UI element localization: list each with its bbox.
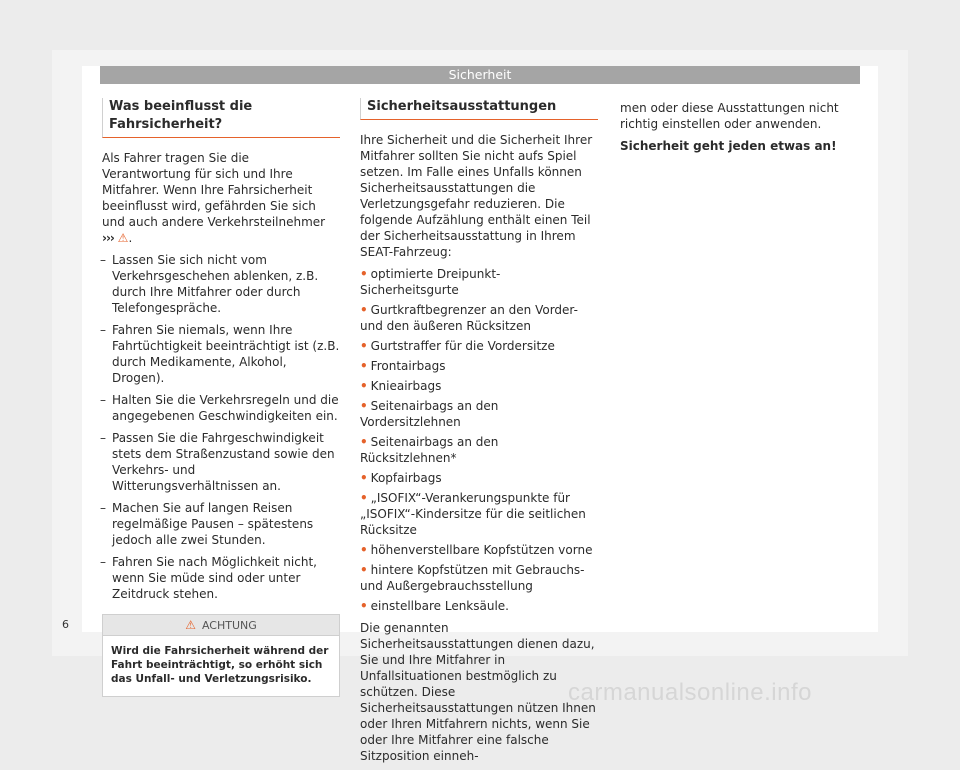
chapter-header: Sicherheit [100, 66, 860, 84]
column-middle [360, 98, 598, 770]
warning-icon: ⚠ [117, 231, 129, 245]
bullet-icon: • [360, 267, 368, 281]
list-item: • Seitenairbags an den Rücksitzlehnen* [360, 435, 499, 465]
equipment-list [360, 266, 598, 614]
column-right [620, 100, 856, 160]
bullet-icon: • [360, 359, 368, 373]
list-item: – Fahren Sie nach Möglichkeit nicht, wenn Sie müde sind oder unter Zeitdruck stehen. [102, 554, 340, 602]
bullet-icon: • [360, 399, 368, 413]
bullet-icon: • [360, 303, 368, 317]
column-left [102, 98, 340, 697]
warning-header [103, 615, 339, 636]
bullet-icon: • [360, 543, 368, 557]
bullet-icon: • [360, 435, 368, 449]
section-title-ausstattungen: Sicherheitsausstattungen [360, 98, 598, 120]
warning-icon: ⚠ [185, 618, 196, 632]
warning-text: Wird die Fahrsicherheit während der Fahrt beeinträchtigt, so erhöht sich das Unfall- und Verletzungsrisiko. [111, 645, 329, 685]
bullet-icon: • [360, 339, 368, 353]
list-item: • optimierte Dreipunkt-Sicherheitsgurte [360, 267, 501, 297]
intro-paragraph: Als Fahrer tragen Sie die Verantwortung für sich und Ihre Mitfahrer. Wenn Ihre Fahrsicherheit beeinflusst wird, gefährden Sie sich und auch andere Verkehrsteilnehmer ››› ⚠. [102, 151, 326, 245]
list-item: • Seitenairbags an den Vordersitzlehnen [360, 399, 499, 429]
bullet-icon: • [360, 563, 368, 577]
list-item: • höhenverstellbare Kopfstützen vorne [360, 543, 593, 557]
list-item: • hintere Kopfstützen mit Gebrauchs- und Außergebrauchsstellung [360, 563, 585, 593]
list-item: • „ISOFIX“-Verankerungspunkte für „ISOFIX“-Kindersitze für die seitlichen Rücksitze [360, 491, 586, 537]
list-item: – Passen Sie die Fahrgeschwindigkeit stets dem Straßenzustand sowie den Verkehrs- und Witterungsverhältnissen an. [102, 430, 340, 494]
watermark: carmanualsonline.info [568, 679, 812, 706]
list-item: • Gurtstraffer für die Vordersitze [360, 339, 555, 353]
continuation-paragraph: men oder diese Ausstattungen nicht richtig einstellen oder anwenden. [620, 101, 839, 131]
warning-heading: ACHTUNG [201, 619, 257, 632]
emphasis-line: Sicherheit geht jeden etwas an! [620, 139, 837, 153]
list-item: • Knieairbags [360, 379, 442, 393]
list-item: • einstellbare Lenksäule. [360, 599, 509, 613]
reference-arrows: ››› [102, 231, 114, 245]
bullet-icon: • [360, 471, 368, 485]
list-item: – Halten Sie die Verkehrsregeln und die angegebenen Geschwindigkeiten ein. [102, 392, 340, 424]
list-item: – Lassen Sie sich nicht vom Verkehrsgeschehen ablenken, z.B. durch Ihre Mitfahrer oder durch Telefongespräche. [102, 252, 340, 316]
list-item: • Kopfairbags [360, 471, 442, 485]
list-item: – Machen Sie auf langen Reisen regelmäßige Pausen – spätestens jedoch alle zwei Stunden. [102, 500, 340, 548]
bullet-icon: • [360, 379, 368, 393]
intro-text: Als Fahrer tragen Sie die Verantwortung für sich und Ihre Mitfahrer. Wenn Ihre Fahrsicherheit beeinflusst wird, gefährden Sie sich und auch andere Verkehrsteilnehmer [102, 151, 326, 229]
list-item: • Gurtkraftbegrenzer an den Vorder- und den äußeren Rücksitzen [360, 303, 578, 333]
page-number: 6 [62, 618, 69, 631]
list-item: – Fahren Sie niemals, wenn Ihre Fahrtüchtigkeit beeinträchtigt ist (z.B. durch Medikamente, Alkohol, Drogen). [102, 322, 340, 386]
warning-box [102, 614, 340, 697]
bullet-icon: • [360, 599, 368, 613]
list-item: • Frontairbags [360, 359, 446, 373]
safety-tips-list [102, 252, 340, 602]
bullet-icon: • [360, 491, 368, 505]
outro-paragraph: Die genannten Sicherheitsausstattungen dienen dazu, Sie und Ihre Mitfahrer in Unfallsituationen bestmöglich zu schützen. Diese Sicherheitsausstattungen nützen Ihnen oder Ihren Mitfahrern nichts, wenn Sie oder Ihre Mitfahrer eine falsche Sitzposition einneh- [360, 621, 596, 763]
intro-paragraph: Ihre Sicherheit und die Sicherheit Ihrer Mitfahrer sollten Sie nicht aufs Spiel setzen. Im Falle eines Unfalls können Sicherheitsausstattungen die Verletzungsgefahr reduzieren. Die folgende Aufzählung enthält einen Teil der Sicherheitsausstattung in Ihrem SEAT-Fahrzeug: [360, 133, 593, 259]
section-title-fahrsicherheit: Was beeinflusst die Fahrsicherheit? [102, 98, 340, 138]
